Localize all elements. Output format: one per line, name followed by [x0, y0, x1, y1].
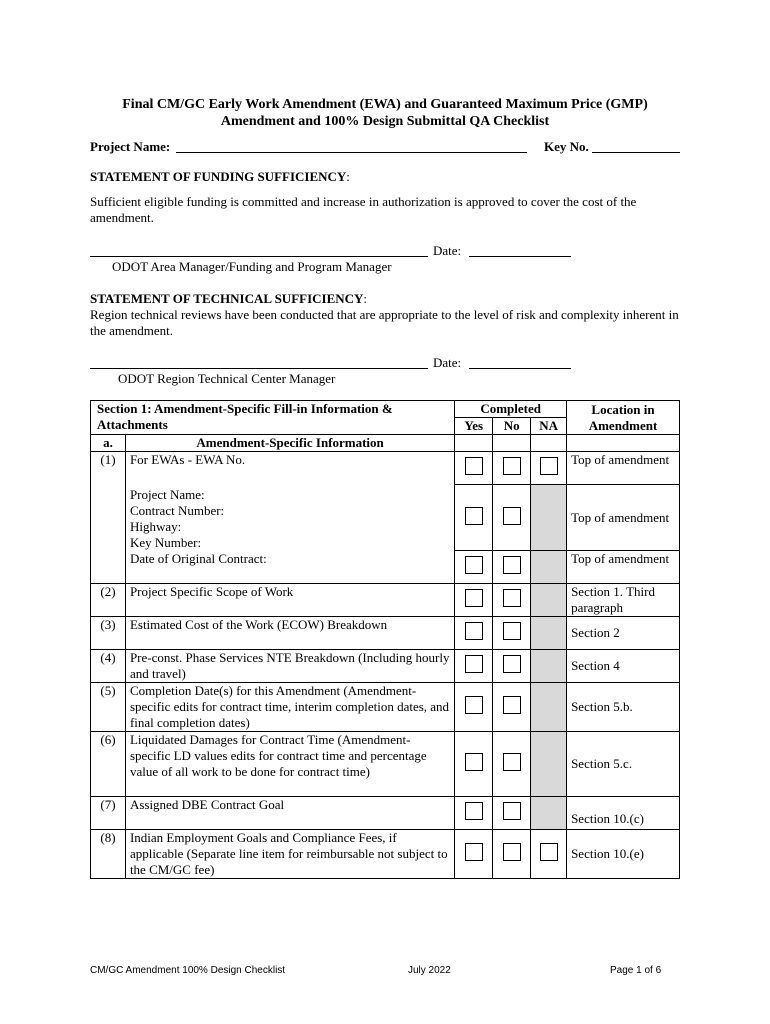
na-shaded-cell [531, 551, 567, 584]
no-checkbox[interactable] [503, 556, 521, 574]
document-title-line-1: Final CM/GC Early Work Amendment (EWA) and Guaranteed Maximum Price (GMP) [122, 97, 648, 112]
row-number: (1) [91, 452, 126, 485]
row-location: Section 5.c. [567, 732, 680, 797]
yes-header: Yes [455, 418, 493, 435]
no-checkbox[interactable] [503, 843, 521, 861]
row-item: Completion Date(s) for this Amendment (Amendment-specific edits for contract time, interim completion dates, and final completion dates) [125, 683, 454, 732]
row-number: (7) [91, 797, 126, 830]
row-location: Section 10.(c) [567, 797, 680, 830]
yes-checkbox[interactable] [465, 556, 483, 574]
row-item-line: Project Name: [129, 486, 205, 502]
row-item-line: Highway: [129, 518, 182, 534]
funding-date-field[interactable] [469, 242, 571, 257]
qa-checklist-table [90, 400, 680, 879]
table-row [91, 683, 680, 732]
section-title: Section 1: Amendment-Specific Fill-in Information & Attachments [91, 401, 455, 435]
na-shaded-cell [531, 732, 567, 797]
yes-checkbox[interactable] [465, 753, 483, 771]
row-number: (2) [91, 584, 126, 617]
subsection-letter: a. [91, 435, 126, 452]
document-title-line-2: Amendment and 100% Design Submittal QA Checklist [220, 114, 550, 129]
row-location: Section 5.b. [567, 683, 680, 732]
project-name-label: Project Name: [90, 139, 171, 154]
no-checkbox[interactable] [503, 696, 521, 714]
completed-header: Completed [455, 401, 567, 418]
technical-date-label: Date: [433, 355, 462, 370]
row-location: Section 10.(e) [567, 830, 680, 879]
funding-statement: Sufficient eligible funding is committed and increase in authorization is approved to cover the cost of the amendment. [90, 194, 637, 225]
table-row [91, 485, 680, 551]
row-item: Liquidated Damages for Contract Time (Amendment-specific LD values edits for contract time and percentage value of all work to be done for contract time) [125, 732, 454, 797]
na-shaded-cell [531, 584, 567, 617]
project-name-field[interactable] [176, 138, 527, 153]
no-checkbox[interactable] [503, 507, 521, 525]
row-item: Assigned DBE Contract Goal [125, 797, 454, 830]
technical-signature-line[interactable] [90, 354, 428, 369]
table-row [91, 797, 680, 830]
technical-heading-colon: : [363, 291, 368, 306]
no-checkbox[interactable] [503, 457, 521, 475]
no-checkbox[interactable] [503, 802, 521, 820]
table-row [91, 732, 680, 797]
funding-heading-wrap [90, 169, 350, 185]
table-row [91, 584, 680, 617]
na-shaded-cell [531, 797, 567, 830]
na-shaded-cell [531, 485, 567, 551]
location-header: Location in Amendment [567, 401, 680, 435]
key-no-label: Key No. [544, 139, 589, 154]
table-row [91, 452, 680, 485]
table-row [91, 830, 680, 879]
technical-signer: ODOT Region Technical Center Manager [118, 371, 336, 386]
technical-date-field[interactable] [469, 354, 571, 369]
row-number: (4) [91, 650, 126, 683]
row-location: Section 4 [567, 650, 680, 683]
row-item: Estimated Cost of the Work (ECOW) Breakdown [125, 617, 454, 650]
row-item: Project Specific Scope of Work [125, 584, 454, 617]
funding-heading-colon: : [346, 169, 350, 184]
no-checkbox[interactable] [503, 655, 521, 673]
row-number: (3) [91, 617, 126, 650]
funding-signature-line[interactable] [90, 242, 428, 257]
no-header: No [493, 418, 531, 435]
row-number: (5) [91, 683, 126, 732]
funding-date-label: Date: [433, 243, 462, 258]
na-shaded-cell [531, 617, 567, 650]
row-location: Top of amendment [567, 452, 680, 485]
no-checkbox[interactable] [503, 589, 521, 607]
row-item: Date of Original Contract: [125, 551, 454, 584]
no-checkbox[interactable] [503, 753, 521, 771]
yes-checkbox[interactable] [465, 622, 483, 640]
row-location: Top of amendment [567, 485, 680, 551]
row-location: Section 2 [567, 617, 680, 650]
funding-signer: ODOT Area Manager/Funding and Program Manager [112, 259, 392, 274]
na-checkbox[interactable] [540, 457, 558, 475]
yes-checkbox[interactable] [465, 802, 483, 820]
table-row [91, 551, 680, 584]
yes-checkbox[interactable] [465, 507, 483, 525]
row-item-line: Contract Number: [129, 502, 225, 518]
row-number: (6) [91, 732, 126, 797]
technical-statement: Region technical reviews have been conducted that are appropriate to the level of risk and complexity inherent in the amendment. [90, 307, 679, 338]
na-checkbox[interactable] [540, 843, 558, 861]
yes-checkbox[interactable] [465, 655, 483, 673]
na-header: NA [531, 418, 567, 435]
technical-heading: STATEMENT OF TECHNICAL SUFFICIENCY [90, 291, 364, 306]
row-item-line: Key Number: [129, 534, 202, 550]
row-item: Indian Employment Goals and Compliance Fees, if applicable (Separate line item for reimbursable not subject to the CM/GC fee) [125, 830, 454, 879]
key-no-field[interactable] [592, 138, 680, 153]
table-row [91, 617, 680, 650]
na-shaded-cell [531, 650, 567, 683]
row-item: For EWAs - EWA No. [125, 452, 454, 485]
yes-checkbox[interactable] [465, 696, 483, 714]
yes-checkbox[interactable] [465, 457, 483, 475]
footer-date: July 2022 [408, 965, 451, 976]
na-shaded-cell [531, 683, 567, 732]
table-row [91, 650, 680, 683]
subsection-title: Amendment-Specific Information [125, 435, 454, 452]
no-checkbox[interactable] [503, 622, 521, 640]
row-location: Section 1. Third paragraph [567, 584, 680, 617]
technical-heading-wrap [90, 291, 367, 307]
footer-page-number: Page 1 of 6 [610, 965, 662, 976]
footer-document-name: CM/GC Amendment 100% Design Checklist [90, 965, 286, 976]
row-item: Pre-const. Phase Services NTE Breakdown (Including hourly and travel) [125, 650, 454, 683]
yes-checkbox[interactable] [465, 843, 483, 861]
yes-checkbox[interactable] [465, 589, 483, 607]
row-item-multi [125, 485, 454, 551]
row-location: Top of amendment [567, 551, 680, 584]
row-number: (8) [91, 830, 126, 879]
funding-heading: STATEMENT OF FUNDING SUFFICIENCY [90, 169, 347, 184]
